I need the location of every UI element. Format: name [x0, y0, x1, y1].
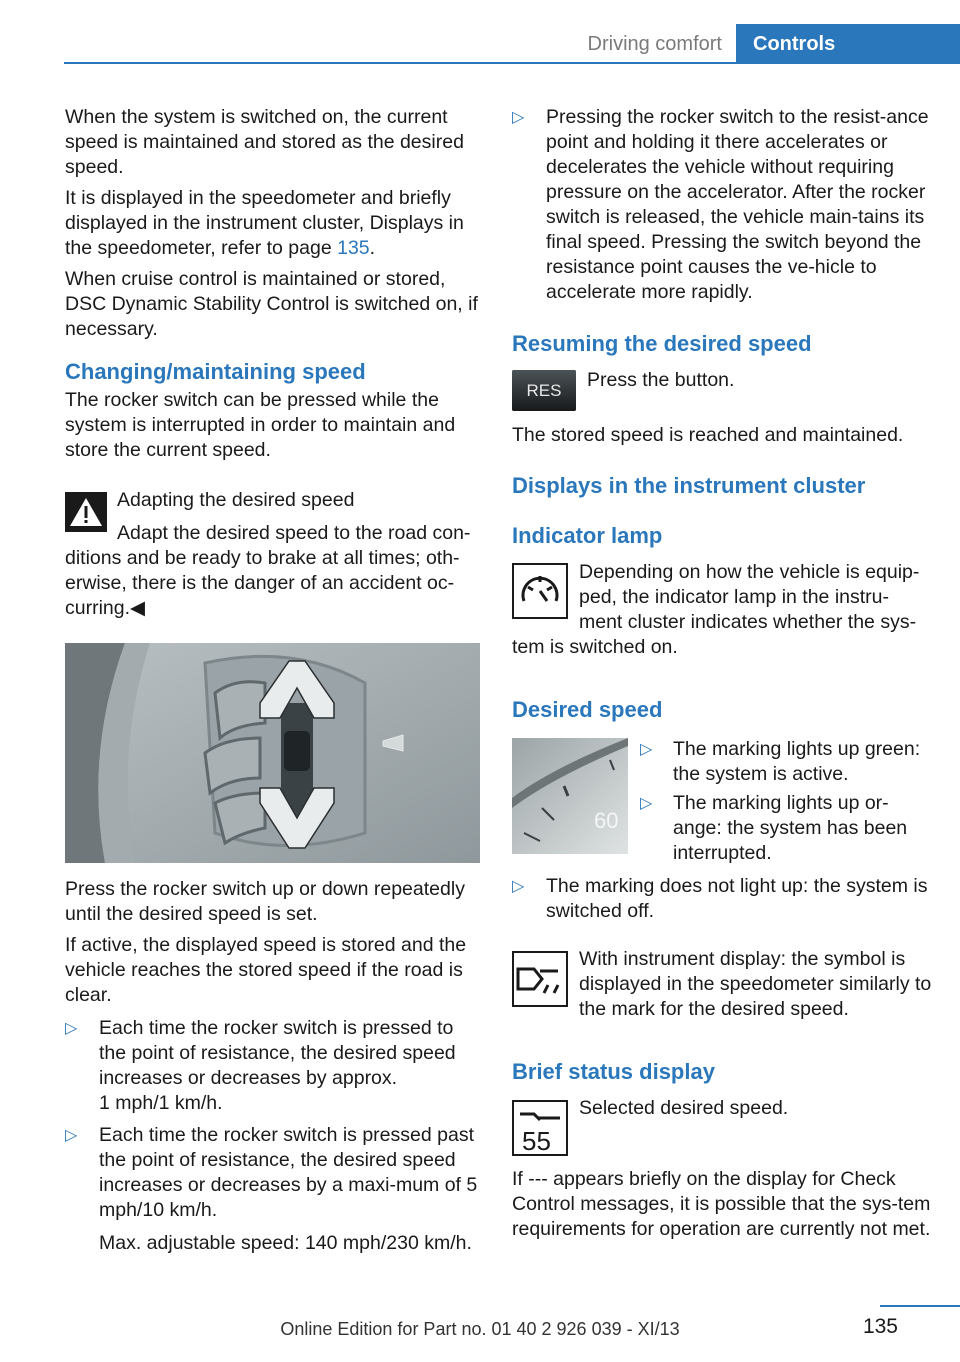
left-column: [65, 105, 485, 463]
header-rule: [64, 62, 960, 64]
steering-wheel-rocker-switch-illustration: [65, 643, 480, 863]
bullet-triangle-icon: ▷: [65, 1127, 78, 1144]
section-heading: Resuming the desired speed: [512, 331, 812, 356]
paragraph: ment cluster indicates whether the sys-: [579, 611, 917, 633]
paragraph: Selected desired speed.: [579, 1097, 789, 1119]
paragraph: When the system is switched on, the current speed is maintained and stored as the desired speed.: [65, 106, 464, 178]
bullet-text: The marking lights up or-ange: the system has been interrupted.: [673, 792, 908, 864]
warning-text: Adapt the desired speed to the road con-: [117, 522, 471, 544]
paragraph: tem is switched on.: [512, 636, 678, 658]
paragraph: Press the rocker switch up or down repeatedly until the desired speed is set.: [65, 878, 465, 925]
warning-icon: [65, 492, 107, 532]
bullet-text: 1 mph/1 km/h.: [99, 1092, 223, 1114]
bullet-text: The marking does not light up: the system is switched off.: [546, 875, 928, 922]
bullet-triangle-icon: ▷: [640, 795, 653, 812]
page-number: 135: [862, 1315, 898, 1338]
bullet-text: Each time the rocker switch is pressed to the point of resistance, the desired speed increases or decreases by approx.: [99, 1017, 456, 1089]
footer-rule: [880, 1305, 960, 1307]
bullet-triangle-icon: ▷: [512, 109, 525, 126]
svg-text:60: 60: [594, 808, 619, 833]
bullet-text: Each time the rocker switch is pressed past the point of resistance, the desired speed increases or decreases by a maxi-mum of 5 mph/10 km/h.: [99, 1124, 478, 1221]
page-link[interactable]: 135: [337, 237, 370, 259]
warning-text: erwise, there is the danger of an accident oc-: [65, 572, 455, 594]
desired-speed-marker-icon: [512, 951, 568, 1007]
res-button-icon: RES: [512, 370, 576, 411]
edition-footer: Online Edition for Part no. 01 40 2 926 039 - XI/13: [280, 1319, 680, 1339]
running-header-section: Driving comfort: [587, 33, 722, 55]
bullet-triangle-icon: ▷: [512, 878, 525, 895]
paragraph: It is displayed in the speedometer and briefly displayed in the instrument cluster, Displays in the speedometer, refer to page 135.: [65, 187, 464, 259]
bullet-triangle-icon: ▷: [65, 1020, 78, 1037]
warning-text: ditions and be ready to brake at all times; oth-: [65, 547, 460, 569]
subsection-heading: Brief status display: [512, 1059, 715, 1084]
left-column-lower: [65, 877, 485, 1008]
bullet-text: The marking lights up green: the system is active.: [673, 738, 921, 785]
brief-status-speed-icon: [512, 1100, 568, 1156]
warning-text: curring.◀: [65, 597, 146, 619]
cruise-control-indicator-icon: [512, 563, 568, 619]
paragraph: The rocker switch can be pressed while the system is interrupted in order to maintain and store the current speed.: [65, 389, 456, 461]
paragraph: The stored speed is reached and maintained.: [512, 424, 904, 446]
speedometer-detail-image: [512, 738, 628, 854]
bullet-text: Pressing the rocker switch to the resist-ance point and holding it there accelerates or decelerates the vehicle without requiring pressure on the accelerator. After the rocker switch is released, the vehicle main-tains its final speed. Pressing the switch beyond the resistance point causes the ve-hicle to accelerate more rapidly.: [546, 106, 929, 303]
paragraph: Press the button.: [587, 369, 735, 391]
paragraph: Depending on how the vehicle is equip-: [579, 561, 920, 583]
paragraph: ped, the indicator lamp in the instru-: [579, 586, 890, 608]
bullet-text: Max. adjustable speed: 140 mph/230 km/h.: [99, 1232, 472, 1254]
svg-text:55: 55: [522, 1126, 551, 1154]
paragraph: With instrument display: the symbol is displayed in the speedometer similarly to the mark for the desired speed.: [579, 948, 932, 1020]
running-header-tab: Controls: [736, 24, 960, 62]
warning-title: Adapting the desired speed: [117, 489, 355, 511]
paragraph: If --- appears briefly on the display for Check Control messages, it is possible that the sys-tem requirements for operation are currently not met.: [512, 1168, 931, 1240]
paragraph: If active, the displayed speed is stored and the vehicle reaches the stored speed if the road is clear.: [65, 934, 467, 1006]
bullet-triangle-icon: ▷: [640, 741, 653, 758]
section-heading: Changing/maintaining speed: [65, 359, 366, 384]
section-heading: Displays in the instrument cluster: [512, 473, 866, 498]
subsection-heading: Indicator lamp: [512, 523, 663, 548]
subsection-heading: Desired speed: [512, 697, 663, 722]
paragraph: When cruise control is maintained or stored, DSC Dynamic Stability Control is switched on, if necessary.: [65, 268, 478, 340]
